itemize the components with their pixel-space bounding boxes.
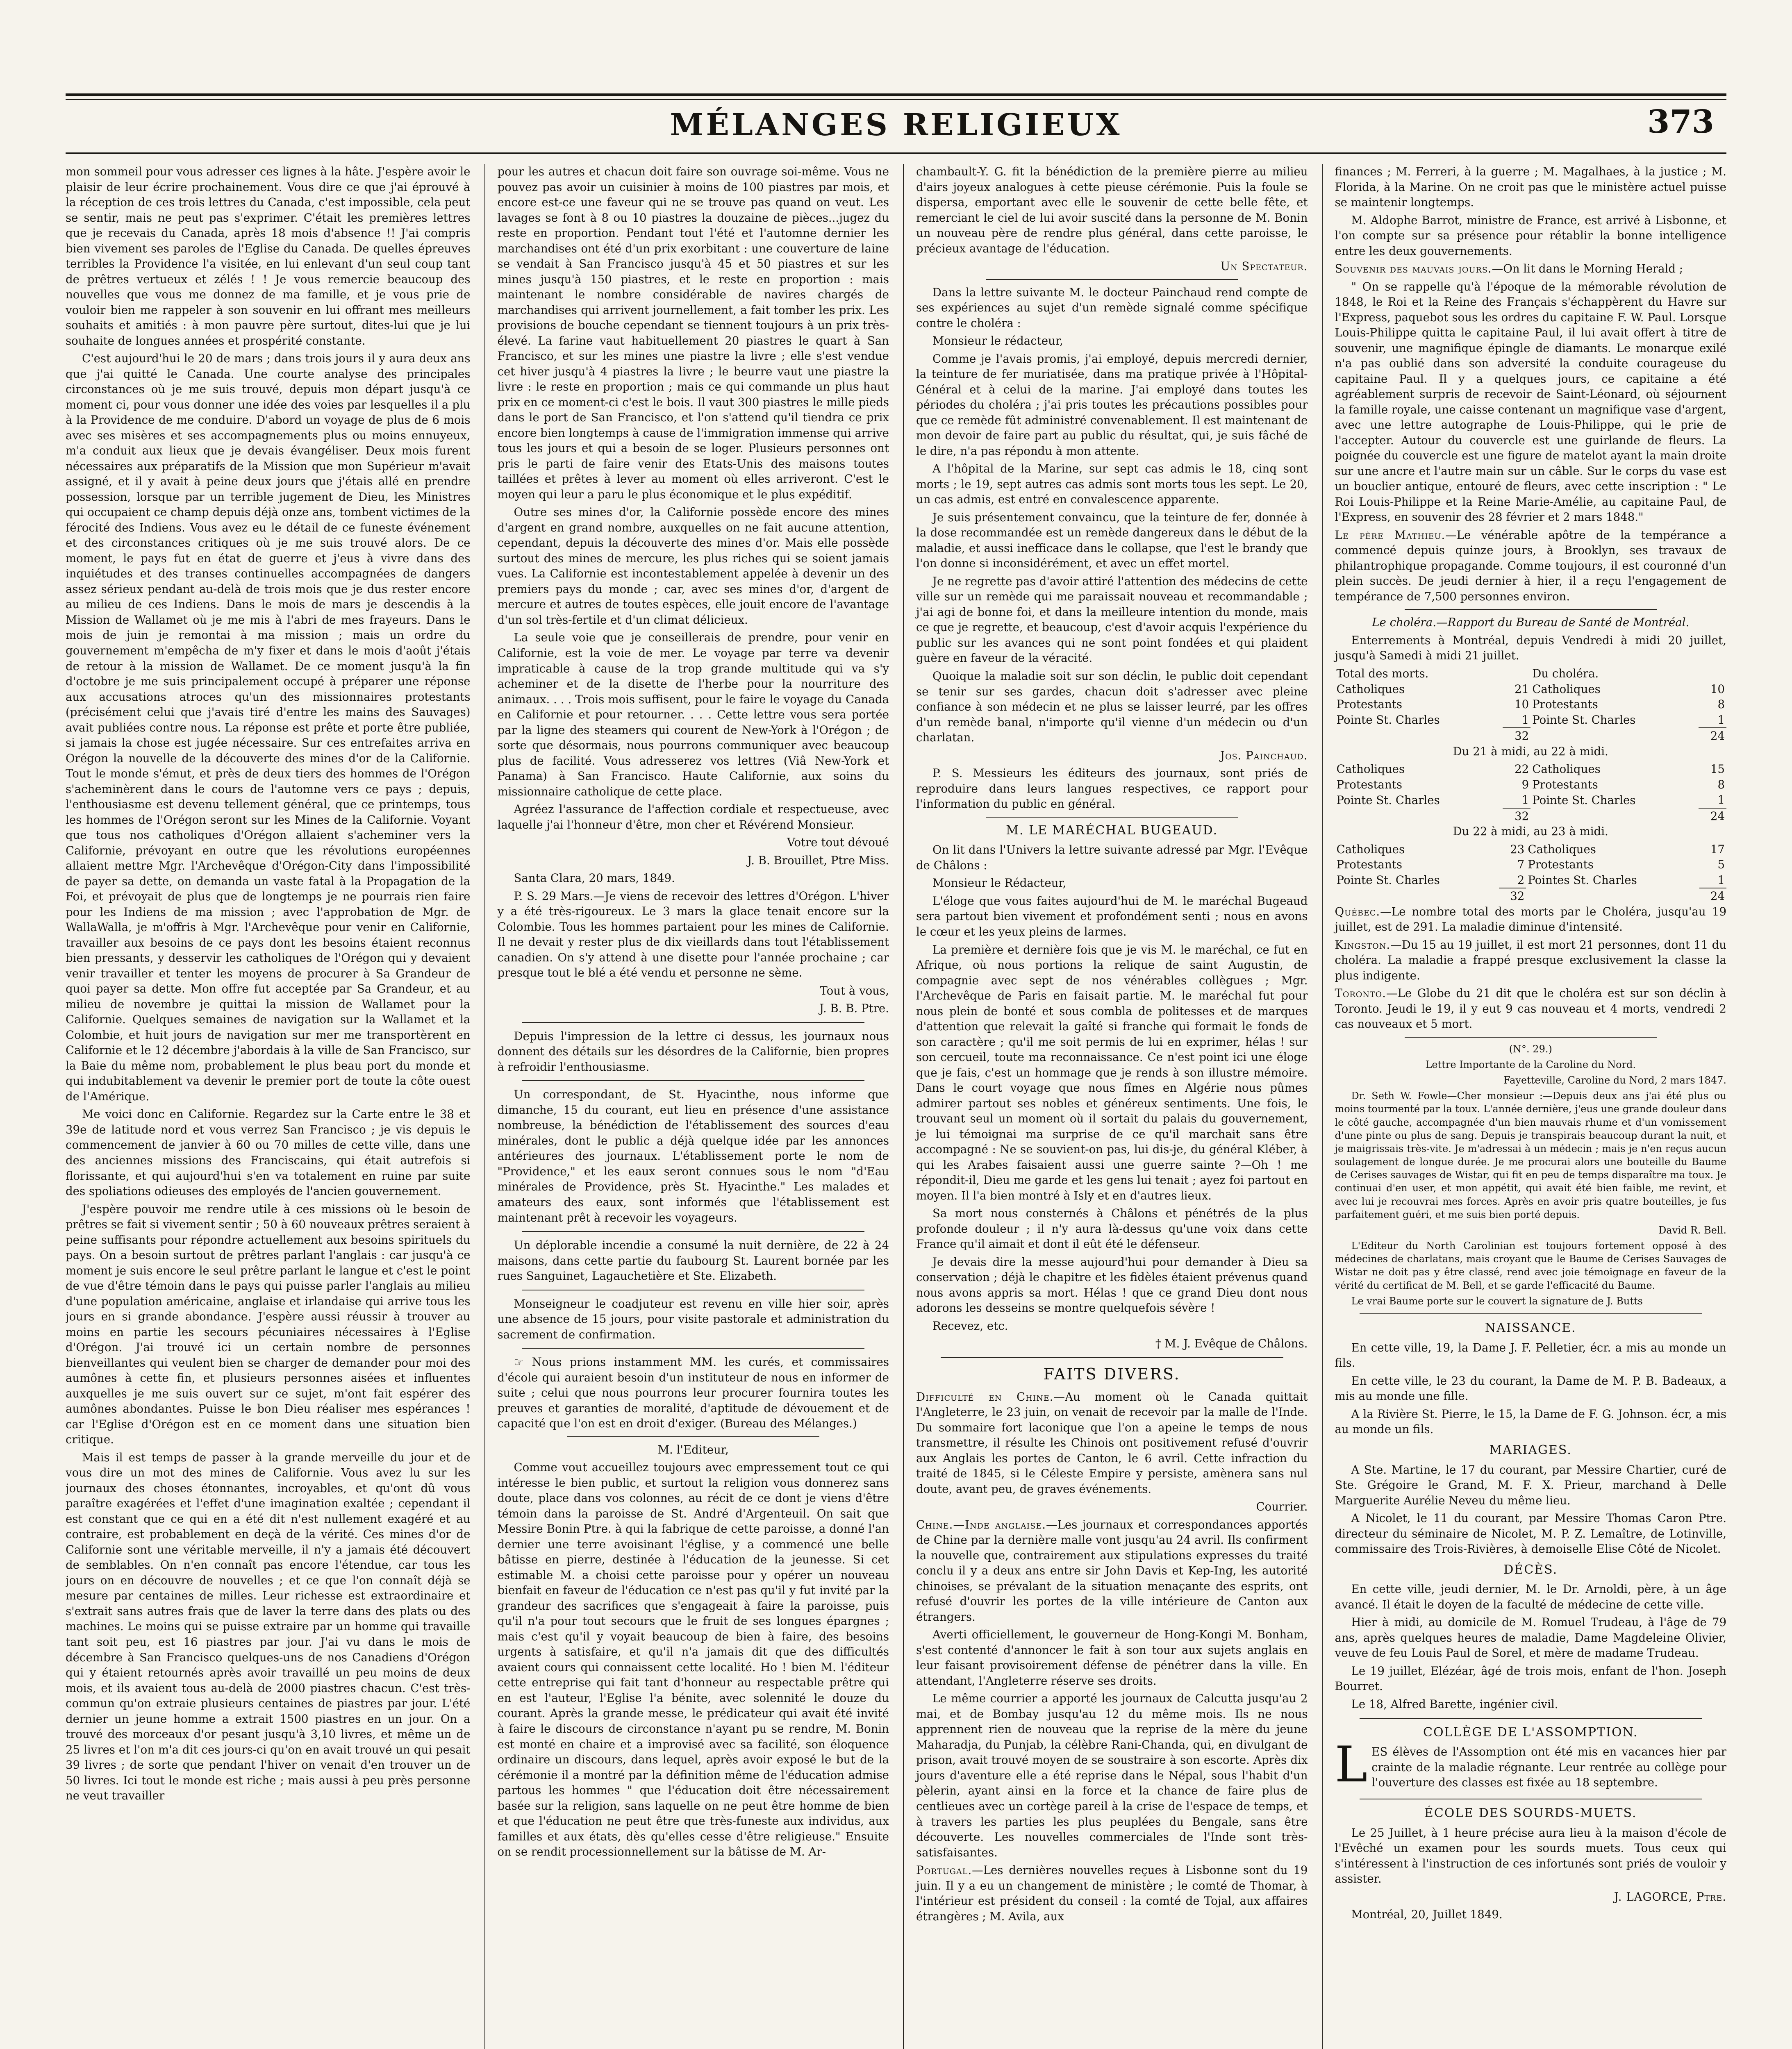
separator xyxy=(522,1348,865,1349)
column-1 xyxy=(66,164,471,2049)
paragraph: pour les autres et chacun doit faire son ouvrage soi-même. Vous ne pouvez pas avoir un cuisinier à moins de 100 piastres par mois, et encore est-ce une faveur qui ne se trouve pas quand on veut. Les lavages se font à 8 ou 10 piastres la douzaine de pièces...jugez du reste en proportion. Pendant tout l'été et l'automne dernier les marchandises ont été d'un prix exorbitant : une couverture de laine se vendait à San Francisco jusqu'à 45 et 50 piastres et sur les mines jusqu'à 150 piastres, et le reste en proportion : mais maintenant le nombre considérable de navires chargés de marchandises qui arrivent journellement, a fait tomber les prix. Les provisions de bouche cependant se tiennent toujours à un prix très-élevé. La farine vaut habituellement 20 piastres le quart à San Francisco, et sur les mines une piastre la livre ; elle s'est vendue cet hiver jusqu'à 4 piastres la livre ; le beurre vaut une piastre la livre : le reste en proportion ; mais ce qui commande un plus haut prix en ce moment-ci c'est le bois. Il vaut 300 piastres le mille pieds dans le port de San Francisco, et l'on s'attend qu'il tiendra ce prix encore bien longtemps à cause de l'immigration immense qui arrive tous les jours et qui a besoin de se loger. Plusieurs personnes ont pris le parti de faire venir des Etats-Unis des maisons toutes taillées et prêtes à lever au moment où elles arriveront. C'est le moyen qui leur a paru le plus économique et le plus expéditif. xyxy=(497,165,889,501)
separator xyxy=(986,279,1238,280)
signature: † M. J. Evêque de Châlons. xyxy=(1155,1337,1308,1351)
paragraph: P. S. Messieurs les éditeurs des journaux, sont priés de reproduire dans leurs langues respectives, ce rapport pour l'information du public en général. xyxy=(916,766,1308,811)
cholera-table-1 xyxy=(1335,666,1727,744)
item-text: —Le nombre total des morts par le Choléra, jusqu'au 19 juillet, est de 291. La maladie diminue d'intensité. xyxy=(1335,904,1726,934)
separator xyxy=(941,1357,1283,1358)
paragraph: Dans la lettre suivante M. le docteur Painchaud rend compte de ses expériences au sujet d'un remède signalé comme spécifique contre le choléra : xyxy=(916,285,1308,330)
top-rule-thin xyxy=(66,99,1726,100)
paragraph: Mais il est temps de passer à la grande merveille du jour et de vous dire un mot des mines de Californie. Vous avez lu sur les journaux des choses étonnantes, incroyables, et qu'ont dû vous paraître exagérées et l'effet d'une imagination exaltée ; cependant il est constant que ce qui en a été dit n'est nullement exagéré et au contraire, est probablement en deçà de la vérité. Ces mines d'or de Californie sont une véritable merveille, il n'y a jamais été découvert de semblables. On n'en connaît pas encore l'étendue, car tous les jours on en découvre de nouvelles ; et ce que l'on connaît déjà se mesure par centaines de milles. Leur richesse est extraordinaire et s'extrait sans autres frais que de laver la terre dans des plats ou des machines. Le moins qui se puisse extraire par un homme qui travaille tant soit peu, est 16 piastres par jour. J'ai vu dans le mois de décembre à San Francisco quelques-uns de nos Canadiens d'Orégon qui y étaient retournés après avoir travaillé un peu moins de deux mois, et ils avaient tous au-delà de 2000 piastres chacun. C'est très-commun qu'on extraie plusieurs centaines de piastres par jour. L'été dernier un jeune homme a extrait 1500 piastres en un jour. On a trouvé des morceaux d'or pesant jusqu'à 3,10 livres, et même un de 25 livres et l'on m'a dit ces jours-ci qu'on en avait trouvé un qui pesait 39 livres ; de sorte que pendant l'hiver on venait d'en trouver un de 50 livres. Ici tout le monde est riche ; mais aussi à peu près personne ne veut travailler xyxy=(66,1450,471,1803)
item-text: —Les journaux et correspondances apportés de Chine par la dernière malle vont jusqu'au 24 avril. Ils confirment la nouvelle que, contrairement aux stipulations expresses du traité conclu il y a deux ans entre sir John Davis et Kep-Ing, les autorité chinoises, se prévalant de la situation menaçante des esprits, ont refusé d'ouvrir les portes de la ville intérieure de Canton aux étrangers. xyxy=(916,1517,1308,1624)
paragraph: Me voici donc en Californie. Regardez sur la Carte entre le 38 et 39e de latitude nord et vous verrez San Francisco ; je vis depuis le commencement de janvier à 60 ou 70 milles de cette ville, dans une des anciennes missions des Franciscains, qui était autrefois si florissante, et qui aujourd'hui s'en va totalement en ruine par suite des spoliations odieuses des employés de l'ancien gouvernement. xyxy=(66,1107,471,1198)
column-3 xyxy=(903,164,1308,2049)
section-heading: ÉCOLE DES SOURDS-MUETS. xyxy=(1424,1806,1637,1820)
item-text: —Le vénérable apôtre de la tempérance a commencé depuis quinze jours, à Brooklyn, ses travaux de philantrophique propagande. Comme toujours, il est couronné d'un plein succès. De jeudi dernier à hier, il a reçu l'engagement de tempérance de 7,500 personnes environ. xyxy=(1335,528,1726,603)
header-rule xyxy=(66,152,1726,154)
paragraph: chambault-Y. G. fit la bénédiction de la première pierre au milieu d'airs joyeux analogues à cette pieuse cérémonie. Puis la foule se dispersa, emportant avec elle le souvenir de cette belle fête, et remerciant le ciel de lui avoir suscité dans la personne de M. Bonin un nouveau père de rendre plus général, dans cette paroisse, le précieux avantage de l'éducation. xyxy=(916,165,1308,255)
notice: Le 19 juillet, Elézéar, âgé de trois mois, enfant de l'hon. Joseph Bourret. xyxy=(1335,1664,1726,1693)
drop-cap: L xyxy=(1335,1736,1368,1794)
section-heading: Le choléra.—Rapport du Bureau de Santé de Montréal. xyxy=(1372,616,1690,629)
notice: En cette ville, jeudi dernier, M. le Dr. Arnoldi, père, à un âge avancé. Il était le doyen de la faculté de médecine de cette ville. xyxy=(1335,1582,1726,1611)
section-heading: FAITS DIVERS. xyxy=(1043,1365,1180,1383)
table-row: Pointe St. Charles 1 Pointe St. Charles 1 xyxy=(1336,713,1725,727)
paragraph: " On se rappelle qu'à l'époque de la mémorable révolution de 1848, le Roi et la Reine des Français s'échappèrent du Havre sur l'Express, paquebot sous les ordres du capitaine F. W. Paul. Lorsque Louis-Philippe quitta le capitaine Paul, il lui avait offert à titre de souvenir, une magnifique épingle de diamants. Le monarque exilé n'a pas oublié dans son adversité la conduite courageuse du capitaine Paul. Il y a quelques jours, ce capitaine a été agréablement surpris de recevoir de Saint-Léonard, où séjournent la famille royale, une caisse contenant un magnifique vase d'argent, avec une lettre autographe de Louis-Philippe, qui le prie de l'accepter. Autour du couvercle est une guirlande de fleurs. La poignée du couvercle est une figure de matelot ayant la main droite sur une ancre et l'autre main sur un câble. Sur le corps du vase est un bouclier antique, entouré de fleurs, avec cette inscription : " Le Roi Louis-Philippe et la Reine Marie-Amélie, au capitaine Paul, de l'Express, en souvenir des 28 février et 2 mars 1848." xyxy=(1335,279,1726,524)
cholera-table-3 xyxy=(1335,842,1727,904)
dateline: Montréal, 20, Juillet 1849. xyxy=(1351,1908,1503,1922)
notice: Le 25 Juillet, à 1 heure précise aura lieu à la maison d'école de l'Evêché un examen pour les sourds muets. Tous ceux qui s'intéressent à l'instruction de ces infortunés sont priés de vouloir y assister. xyxy=(1335,1826,1726,1886)
ad-body: Dr. Seth W. Fowle—Cher monsieur :—Depuis deux ans j'ai été plus ou moins tourmenté par la toux. L'année dernière, j'eus une grande douleur dans le côté gauche, accompagnée d'un bien mauvais rhume et d'un vomissement d'une pinte ou plus de sang. Depuis je transpirais beaucoup durant la nuit, et je maigrissais très-vite. Je m'adressai à un médecin ; mais je n'en reçus aucun soulagement de longue durée. Je me procurai alors une bouteille du Baume de Cerises sauvages de Wistar, qui fit en peu de temps disparaître ma toux. Je continuai d'en user, et mon appétit, qui avait été bien faible, me revint, et avec lui je recouvrai mes forces. Après en avoir pris quatre bouteilles, je fus parfaitement guéri, et me suis bien porté depuis. xyxy=(1335,1090,1726,1220)
paragraph: Depuis l'impression de la lettre ci dessus, les journaux nous donnent des détails sur les désordres de la Californie, bien propres à refroidir l'enthousiasme. xyxy=(497,1029,889,1074)
separator xyxy=(1360,1313,1702,1314)
item-lead: Québec. xyxy=(1335,904,1380,918)
signature: Un Spectateur. xyxy=(1220,259,1308,273)
table-row: Protestants 9 Protestants 8 xyxy=(1336,777,1725,791)
ad-signature: David R. Bell. xyxy=(1658,1224,1726,1236)
paragraph: L'éloge que vous faites aujourd'hui de M. le maréchal Bugeaud sera partout bien vivement et profondément senti ; nous en avons le cœur et les yeux pleins de larmes. xyxy=(916,894,1308,938)
section-heading: NAISSANCE. xyxy=(1485,1320,1576,1335)
paragraph: C'est aujourd'hui le 20 de mars ; dans trois jours il y aura deux ans que j'ai quitté le Canada. Une courte analyse des principales circonstances où je me suis trouvé, depuis mon départ jusqu'à ce moment ci, pour vous donner une idée des voies par lesquelles il a plu à la Providence de me conduire. D'abord un voyage de plus de 6 mois avec ses misères et ses accompagnements plus ou moins ennuyeux, m'a conduit aux lieux que je devais évangéliser. Deux mois furent nécessaires aux préparatifs de la Mission que mon Supérieur m'avait assigné, et il y avait à peine deux jours que j'étais allé en prendre possession, lorsque par un terrible jugement de Dieu, les Ministres qui occupaient ce champ depuis déjà onze ans, tombent victimes de la férocité des Indiens. Vous avez eu le détail de ce funeste événement et des circonstances critiques où je me suis trouvé alors. De ce moment, le pays fut en état de guerre et j'eus à vivre dans des inquiétudes et des transes continuelles accompagnées de dangers assez sérieux pendant au-delà de trois mois que je dus rester encore au milieu de ces Indiens. Dans le mois de mars je descendis à la Mission de Wallamet où je me mis à l'abri de mes frayeurs. Dans le mois de juin je remontai à ma mission ; mais un ordre du gouvernement m'empêcha de m'y fixer et dans le mois d'août j'étais de retour à la mission de Wallamet. De ce moment jusqu'à la fin d'octobre je me suis principalement occupé à préparer une réponse aux accusations atroces qu'un des missionnaires protestants (précisément celui que j'avais tiré d'entre les mains des Sauvages) avait publiées contre nous. La réponse est prête et porte être publiée, si jamais la chose est jugée nécessaire. Sur ces entrefaites arriva en Orégon la nouvelle de la découverte des mines d'or de la Californie. Tout le monde s'émut, et près de deux tiers des hommes de l'Orégon s'acheminèrent dans le cours de l'automne vers ce pays ; depuis, l'enthousiasme est devenu tellement général, que ce printemps, tous les hommes de l'Orégon seront sur les Mines de la Californie. Voyant que tous nos catholiques d'Orégon allaient s'acheminer vers la Californie, prévoyant en outre que les révolutions européennes allaient mettre Mgr. l'Archevêque d'Orégon-City dans l'impossibilité de payer sa dette, on demanda un vaste fatal à la Propagation de la Foi, et prévoyait de plus que de longtemps je ne pourrais rien faire pour les Indiens de ma mission ; avec l'approbation de Mgr. de WallaWalla, je m'offris à Mgr. l'Archevêque pour venir en Californie, travailler aux besoins de ce pays dont les besoins étaient reconnus bien pressants, y desservir les catholiques de l'Orégon qui y devaient venir travailler et tenter les moyens de procurer à Sa Grandeur de quoi payer sa dette. Mon offre fut acceptée par Sa Grandeur, et au milieu de novembre je quittai la mission de Wallamet pour la Californie. Quelques semaines de navigation sur la Wallamet et la Colombie, et huit jours de navigation sur mer me transportèrent en Californie et le 12 décembre j'abordais à la ville de San Francisco, sur la Baie du même nom, probablement le plus beau port du monde et qui indubitablement va devenir le premier port de toute la côte ouest de l'Amérique. xyxy=(66,352,471,1103)
notice: A Nicolet, le 11 du courant, par Messire Thomas Caron Ptre. directeur du séminaire de Nicolet, M. P. Z. Lemaître, de Lotinville, commissaire des Trois-Rivières, à demoiselle Elise Côté de Nicolet. xyxy=(1335,1511,1726,1556)
paragraph: Un déplorable incendie a consumé la nuit dernière, de 22 à 24 maisons, dans cette partie du faubourg St. Laurent bornée par les rues Sanguinet, Lagauchetière et Ste. Elizabeth. xyxy=(497,1238,889,1283)
cholera-table-2 xyxy=(1335,761,1727,824)
paragraph: Averti officiellement, le gouverneur de Hong-Kongi M. Bonham, s'est contenté d'annoncer le fait à son tour aux sujets anglais en leur faisant provisoirement défense de pénétrer dans la ville. En attendant, l'Angleterre réserve ses droits. xyxy=(916,1628,1308,1688)
separator xyxy=(986,817,1238,818)
item-lead: Le père Mathieu. xyxy=(1335,528,1446,542)
paragraph: P. S. 29 Mars.—Je viens de recevoir des lettres d'Orégon. L'hiver y a été très-rigoureux. Le 3 mars la glace tenait encore sur la Colombie. Tous les hommes partaient pour les mines de Californie. Il ne devait y rester plus de dix vieillards dans tout l'établissement canadien. On s'y attend à une disette pour l'année prochaine ; car presque tout le blé a été vendu et personne ne sème. xyxy=(497,889,889,980)
top-rule xyxy=(66,93,1726,96)
section-heading: COLLÈGE DE L'ASSOMPTION. xyxy=(1423,1725,1638,1740)
notice: En cette ville, le 23 du courant, la Dame de M. P. B. Badeaux, a mis au monde une fille. xyxy=(1335,1374,1726,1403)
paragraph: On lit dans l'Univers la lettre suivante adressé par Mgr. l'Evêque de Châlons : xyxy=(916,843,1308,872)
signature: J. B. B. Ptre. xyxy=(819,1002,889,1015)
signature: J. B. Brouillet, Ptre Miss. xyxy=(747,853,889,867)
salutation: M. l'Editeur, xyxy=(657,1442,729,1456)
notice-text: ES élèves de l'Assomption ont été mis en vacances hier par crainte de la maladie régnante. Leur rentrée au collège pour l'ouverture des classes est fixée au 18 septembre. xyxy=(1371,1745,1726,1790)
item-lead: Kingston. xyxy=(1335,938,1391,952)
separator xyxy=(1405,1037,1657,1038)
paragraph: M. Aldophe Barrot, ministre de France, est arrivé à Lisbonne, et l'on compte sur sa présence pour rétablir la bonne intelligence entre les deux gouvernements. xyxy=(1335,213,1726,258)
table-row: Catholiques 22 Catholiques 15 xyxy=(1336,762,1725,776)
ad-footer: Le vrai Baume porte sur le couvert la signature de J. Butts xyxy=(1351,1295,1643,1307)
item-text: —On lit dans le Morning Herald ; xyxy=(1492,262,1683,276)
ad-dateline: Fayetteville, Caroline du Nord, 2 mars 1847. xyxy=(1503,1074,1726,1086)
item-lead: Portugal. xyxy=(916,1863,972,1877)
dateline: Santa Clara, 20 mars, 1849. xyxy=(514,871,675,885)
separator xyxy=(522,1231,865,1232)
separator xyxy=(1405,609,1657,610)
paragraph: La première et dernière fois que je vis M. le maréchal, ce fut en Afrique, où nous portions la relique de saint Augustin, de compagnie avec sept de nos vénérables collègues ; Mgr. l'Archevêque de Paris en faisait partie. M. le maréchal fut pour nous plein de bonté et sous combla de politesses et de marques d'attention que relevait la gaîté si franche qui formait le fonds de son caractère ; qu'il me soit permis de lui en exprimer, hélas ! sur son cercueil, toute ma reconnaissance. Ce n'est point ici une éloge que je fais, c'est un hommage que je rends à son illustre mémoire. Dans le court voyage que nous fîmes en Algérie nous pûmes admirer partout ses nobles et généreux sentiments. Une fois, le trouvant seul un moment où il sortait du palais du gouvernement, je lui témoignai ma surprise de ce qu'il marchait sans être accompagné : Ne se souvient-on pas, lui dis-je, du général Kléber, à qui les Arabes faisaient aussi une guerre sainte ?—Oh ! me répondit-il, Dieu me garde et les gens lui tenait ; ayez foi partout en moyen. Il l'a bien montré à Isly et en d'autres lieux. xyxy=(916,943,1308,1202)
table-header: Du choléra. xyxy=(1532,666,1599,680)
separator xyxy=(1360,1718,1702,1719)
paragraph: Sa mort nous consternés à Châlons et pénétrés de la plus profonde douleur ; il n'y aura là-dessus qu'une voix dans cette France qu'il aimait et dont il eût été le défenseur. xyxy=(916,1206,1308,1251)
table-total: 32 24 xyxy=(1335,728,1727,744)
running-head: MÉLANGES RELIGIEUX xyxy=(670,107,1122,143)
notice: Hier à midi, au domicile de M. Romuel Trudeau, à l'âge de 79 ans, après quelques heures de maladie, Dame Magdeleine Olivier, veuve de feu Louis Paul de Sorel, et mère de madame Trudeau. xyxy=(1335,1615,1726,1660)
item-lead: Souvenir des mauvais jours. xyxy=(1335,262,1492,276)
section-heading: M. LE MARÉCHAL BUGEAUD. xyxy=(1006,823,1218,838)
paragraph: Comme je l'avais promis, j'ai employé, depuis mercredi dernier, la teinture de fer muriatisée, dans ma pratique privée à l'Hôpital-Général et à celui de la marine. J'ai employé dans toutes les périodes du choléra ; j'ai pris toutes les précautions possibles pour que ce remède fût administré convenablement. Il est maintenant de mon devoir de faire part au public du résultat, qui, je suis fâché de le dire, n'a pas répondu à mon attente. xyxy=(916,352,1308,458)
paragraph: Quoique la maladie soit sur son déclin, le public doit cependant se tenir sur ses gardes, chacun doit s'adresser avec pleine confiance à son médecin et ne plus se laisser leurré, par les offres d'un remède banal, n'importe qu'il vienne d'un médecin ou d'un charlatan. xyxy=(916,669,1308,745)
table-total: 32 24 xyxy=(1335,808,1727,824)
paragraph: Comme vout accueillez toujours avec empressement tout ce qui intéresse le bien public, et surtout la religion vous donnerez sans doute, place dans vos colonnes, au récit de ce dont je viens d'être témoin dans la paroisse de St. André d'Argenteuil. On sait que Messire Bonin Ptre. à qui la fabrique de cette paroisse, a donné l'an dernier une terre avoisinant l'église, y a commencé une belle bâtisse en pierre, destinée à l'éducation de la jeunesse. Si cet estimable M. a choisi cette paroisse pour y opérer un nouveau bienfait en faveur de l'éducation ce n'est pas qu'il y fut invité par la grandeur des sacrifices que s'engageait à faire la paroisse, puis qu'il n'a pour tout secours que le fruit de ses longues épargnes ; mais c'est qu'il y voyait beaucoup de bien à faire, des besoins urgents à satisfaire, et qu'il n'a jamais dit que des difficultés avaient cours qui connaissent cette localité. Ho ! bien M. l'éditeur cette entreprise qui fait tant d'honneur au respectable prêtre qui en est l'auteur, l'Eglise l'a bénite, avec solennité le douze du courant. Après la grande messe, le prédicateur qui avait été invité à faire le discours de circonstance n'ayant pu se rendre, M. Bonin est monté en chaire et a improvisé avec sa facilité, son éloquence ordinaire un discours, dans lequel, après avoir exposé le but de la cérémonie il a montré par la définition même de l'éducation admise partous les hommes " que l'éducation doit être nécessairement basée sur la religion, sans laquelle on ne peut être homme de bien et que l'éducation ne peut être que très-funeste aux individus, aux familles et aux états, dès qu'elles cesse d'être religieuse." Ensuite on se rendit processionnellement sur la bâtisse de M. Ar- xyxy=(497,1461,889,1859)
notice: A la Rivière St. Pierre, le 15, la Dame de F. G. Johnson. écr, a mis au monde un fils. xyxy=(1335,1407,1726,1436)
columns xyxy=(66,164,1726,2049)
paragraph: Outre ses mines d'or, la Californie possède encore des mines d'argent en grand nombre, auxquelles on ne fait aucune attention, cependant, depuis la découverte des mines d'or. Mais elle possède surtout des mines de mercure, les plus riches qui se soient jamais vues. La Californie est incontestablement appelée à devenir un des premiers pays du monde ; car, avec ses mines d'or, d'argent de mercure et autres de toutes espèces, elle jouit encore de l'avantage d'un sol très-fertile et d'un climat délicieux. xyxy=(497,505,889,627)
table-header: Total des morts. xyxy=(1336,666,1429,680)
paragraph: Je devais dire la messe aujourd'hui pour demander à Dieu sa conservation ; déjà le chapitre et les fidèles étaient prévenus quand nous avons appris sa mort. Hélas ! que ce grand Dieu dont nous adorons les desseins se montre quelquefois sévère ! xyxy=(916,1255,1308,1315)
paragraph: A l'hôpital de la Marine, sur sept cas admis le 18, cinq sont morts ; le 19, sept autres cas admis sont morts tous les sept. Le 20, un cas admis, est entré en convalescence apparente. xyxy=(916,462,1308,507)
paragraph: mon sommeil pour vous adresser ces lignes à la hâte. J'espère avoir le plaisir de leur écrire prochainement. Vous dire ce que j'ai éprouvé à la réception de ces trois lettres du Canada, c'est impossible, cela peut se sentir, mais ne peut pas s'exprimer. C'était les premières lettres que je recevais du Canada, après 18 mois d'absence !! J'ai compris bien vivement ses paroles de l'Eglise du Canada. De quelles épreuves terribles la Providence l'a visitée, en lui enlevant d'un seul coup tant de prêtres vertueux et zélés ! ! Je vous remercie beaucoup des nouvelles que vous me donnez de ma famille, et je vous prie de vouloir bien me rappeler à son souvenir en lui offrant mes meilleurs souhaits et amitiés : à mon pauvre père surtout, dites-lui que je lui souhaite de longues années et prospérité constante. xyxy=(66,165,471,348)
paragraph: Je ne regrette pas d'avoir attiré l'attention des médecins de cette ville sur un remède qui me paraissait nouveau et recommandable ; j'ai agi de bonne foi, et dans la meilleure intention du monde, mais ce que je regrette, et beaucoup, c'est d'avoir acquis l'expérience du public sur les avances qui ne sont point fondées et qui plaident guère en faveur de la véracité. xyxy=(916,574,1308,665)
notice: Le 18, Alfred Barette, ingénier civil. xyxy=(1351,1697,1558,1711)
table-row: Catholiques 23 Catholiques 17 xyxy=(1336,842,1725,856)
separator xyxy=(567,1436,820,1437)
item-text: —Le Globe du 21 dit que le choléra est sur son déclin à Toronto. Jeudi le 19, il y eut 9 cas nouveau et 4 morts, vendredi 2 cas nouveaux et 5 mort. xyxy=(1335,986,1726,1031)
column-2 xyxy=(484,164,889,2049)
page-number: 373 xyxy=(1647,103,1714,141)
section-heading: DÉCÈS. xyxy=(1503,1562,1558,1577)
paragraph: Je suis présentement convaincu, que la teinture de fer, donnée à la dose recommandée est un remède dangereux dans le début de la maladie, et aussi inefficace dans le collapse, que l'est le brandy que l'on donne si inconsidérément, et avec un effet mortel. xyxy=(916,510,1308,570)
advertisement xyxy=(1335,1043,1727,1308)
paragraph: ☞ Nous prions instamment MM. les curés, et commissaires d'école qui auraient besoin d'un instituteur de nous en informer de suite ; celui que nous pourrons leur procurer fournira toutes les preuves et garanties de moralité, d'aptitude de dévouement et de capacité que l'on est en droit d'exiger. (Bureau des Mélanges.) xyxy=(497,1355,889,1431)
table-row: Pointe St. Charles 1 Pointe St. Charles 1 xyxy=(1336,793,1725,807)
paragraph: J'espère pouvoir me rendre utile à ces missions où le besoin de prêtres se fait si vivement sentir ; 50 à 60 nouveaux prêtres seraient à peine suffisants pour répondre actuellement aux besoins spirituels du pays. On a besoin surtout de prêtres parlant l'anglais : car jusqu'à ce moment je suis encore le seul prêtre parlant le langue et c'est le point de vue d'être témoin dans le pays qui puisse parler l'anglais au milieu d'une population américaine, anglaise et irlandaise qui arrive tous les jours en si grande abondance. J'espère aussi réussir à trouver au moins en partie les secours pécuniaires nécessaires à l'Eglise d'Orégon. J'ai trouvé ici un certain nombre de personnes bienveillantes qui veulent bien se charger de demander pour moi des aumônes à cette fin, et plusieurs personnes aisées et influentes auxquelles je me suis ouvert sur ce sujet, m'ont fait espérer des aumônes abondantes. Puisse le bon Dieu réaliser mes espérances ! car l'Eglise d'Orégon est en ce moment dans une situation bien critique. xyxy=(66,1202,471,1447)
item-text: —Les dernières nouvelles reçues à Lisbonne sont du 19 juin. Il y a eu un changement de ministère ; le comté de Thomar, à l'intérieur est président du conseil : la comté de Tojal, aux affaires étrangères ; M. Avila, aux xyxy=(916,1863,1308,1923)
notice: A Ste. Martine, le 17 du courant, par Messire Chartier, curé de Ste. Grégoire le Grand, M. F. X. Prieur, marchand à Delle Marguerite Aurélie Neveu du même lieu. xyxy=(1335,1463,1726,1507)
column-4 xyxy=(1322,164,1727,2049)
separator xyxy=(522,1080,865,1081)
item-text: —Du 15 au 19 juillet, il est mort 21 personnes, dont 11 du choléra. La maladie a frappé presque exclusivement la classe la plus indigente. xyxy=(1335,938,1726,982)
paragraph: Le même courrier a apporté les journaux de Calcutta jusqu'au 2 mai, et de Bombay jusqu'au 12 du même mois. Ils ne nous apprennent rien de nouveau que la reprise de la mère du jeune Maharadja, du Punjab, la célèbre Rani-Chanda, qui, en divulgant de prison, avait trouvé moyen de se soustraire à son escorte. Après dix jours d'aventure elle a été reprise dans le Népal, sous l'habit d'un pèlerin, ayant ainsi en la force et la chance de faire plus de centlieues avec un cortège pareil à la crise de l'espace de temps, et à travers les parties les plus peuplées du Bengale, sans être découverte. Les nouvelles commerciales de l'Inde sont très-satisfaisantes. xyxy=(916,1692,1308,1859)
signature-line: Votre tout dévoué xyxy=(787,836,889,850)
item-lead: Difficulté en Chine. xyxy=(916,1390,1054,1404)
paragraph: Enterrements à Montréal, depuis Vendredi à midi 20 juillet, jusqu'à Samedi à midi 21 juillet. xyxy=(1335,633,1726,663)
paragraph: Monseigneur le coadjuteur est revenu en ville hier soir, après une absence de 15 jours, pour visite pastorale et administration du sacrement de confirmation. xyxy=(497,1297,889,1341)
item-lead: Chine.—Inde anglaise. xyxy=(916,1517,1046,1531)
table-row: Pointe St. Charles 2 Pointes St. Charles 1 xyxy=(1336,873,1725,887)
signature-line: Recevez, etc. xyxy=(932,1319,1008,1333)
table-row: Protestants 10 Protestants 8 xyxy=(1336,697,1725,711)
table-caption: Du 22 à midi, au 23 à midi. xyxy=(1453,825,1608,838)
table-row: Catholiques 21 Catholiques 10 xyxy=(1336,682,1725,696)
signature-line: Tout à vous, xyxy=(820,984,889,997)
signature: Jos. Painchaud. xyxy=(1220,748,1308,762)
table-row: Protestants 7 Protestants 5 xyxy=(1336,858,1725,872)
ad-number: (N°. 29.) xyxy=(1509,1043,1552,1055)
separator xyxy=(522,1022,865,1023)
ad-note: L'Editeur du North Carolinian est toujours fortement opposé à des médecines de charlatans, mais croyant que le Baume de Cerises Sauvages de Wistar ne doit pas y être classé, rend avec joie témoignage en faveur de la vérité du certificat de M. Bell, et se garde l'efficacité du Baume. xyxy=(1335,1240,1726,1291)
paragraph: Agréez l'assurance de l'affection cordiale et respectueuse, avec laquelle j'ai l'honneur d'être, mon cher et Révérend Monsieur. xyxy=(497,802,889,831)
item-text: —Au moment où le Canada quittait l'Angleterre, le 23 juin, on venait de recevoir par la malle de l'Inde. Du sommaire fort laconique que l'on a apeine le temps de nous transmettre, il résulte les Chinois ont positivement refusé d'ouvrir aux Anglais les portes de Canton, le 6 avril. Cette infraction du traité de 1845, si le Céleste Empire y persiste, amènera sans nul doute, avant peu, de graves événements. xyxy=(916,1390,1308,1496)
paragraph: Un correspondant, de St. Hyacinthe, nous informe que dimanche, 15 du courant, eut lieu en présence d'une assistance nombreuse, la bénédiction de l'établissement des sources d'eau minérales, dont le public a déjà quelque idée par les annonces antérieures des journaux. L'établissement porte le nom de "Providence," et les eaux seront connues sous le nom "d'Eau minérales de Providence, près St. Hyacinthe." Les malades et amateurs des eaux, sont informés que l'établissement est maintenant prêt à recevoir les voyageurs. xyxy=(497,1088,889,1224)
source-credit: Courrier. xyxy=(1256,1500,1308,1514)
paragraph: finances ; M. Ferreri, à la guerre ; M. Magalhaes, à la justice ; M. Florida, à la Marine. On ne croit pas que le ministère actuel puisse se maintenir longtemps. xyxy=(1335,165,1726,209)
notice: En cette ville, 19, la Dame J. F. Pelletier, écr. a mis au monde un fils. xyxy=(1335,1340,1726,1370)
signature: J. LAGORCE, Ptre. xyxy=(1614,1890,1726,1904)
table-caption: Du 21 à midi, au 22 à midi. xyxy=(1453,744,1608,758)
salutation: Monsieur le rédacteur, xyxy=(932,334,1063,348)
section-heading: MARIAGES. xyxy=(1489,1442,1572,1457)
item-lead: Toronto. xyxy=(1335,986,1387,1000)
table-total: 32 24 xyxy=(1335,888,1727,904)
salutation: Monsieur le Rédacteur, xyxy=(932,876,1067,890)
ad-title: Lettre Importante de la Caroline du Nord. xyxy=(1425,1059,1636,1070)
paragraph: La seule voie que je conseillerais de prendre, pour venir en Californie, est la voie de mer. Le voyage par terre va devenir impraticable à cause de la trop grande multitude qui va s'y acheminer et de la disette de l'herbe pour la nourriture des animaux. . . . Trois mois suffisent, pour le faire le voyage du Canada en Californie et pour retourner. . . . Cette lettre vous sera portée par la ligne des steamers qui courent de New-York à l'Orégon ; de sorte que désormais, nous pourrons communiquer avec beaucoup plus de facilité. Vous adresserez vos lettres (Viâ New-York et Panama) à San Francisco. Haute Californie, aux soins du missionnaire catholique de cette place. xyxy=(497,631,889,798)
